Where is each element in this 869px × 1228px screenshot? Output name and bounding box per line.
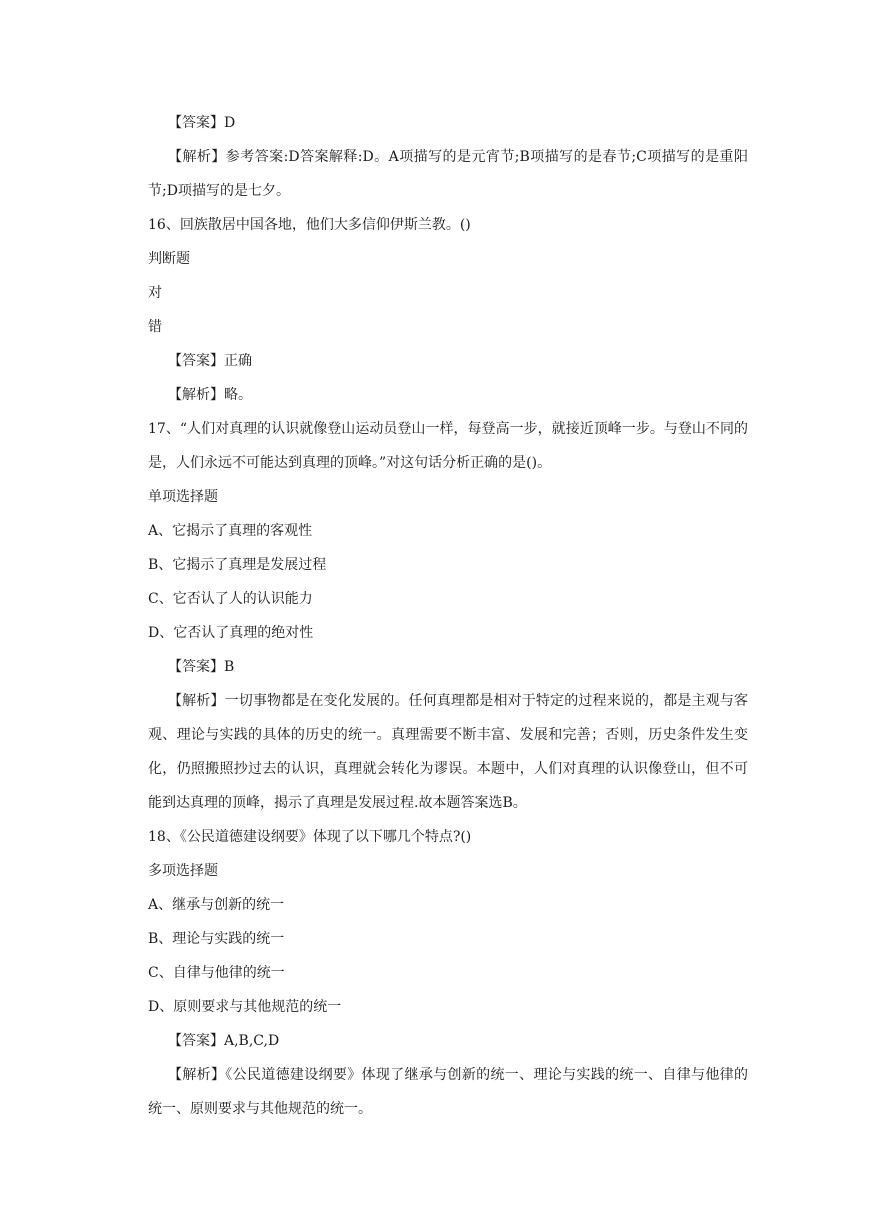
q16-option-b: 错 xyxy=(148,319,162,335)
q18-option-c: C、自律与他律的统一 xyxy=(148,965,285,981)
q18-option-a: A、继承与创新的统一 xyxy=(148,897,285,913)
q17-option-c: C、它否认了人的认识能力 xyxy=(148,591,313,607)
q16-answer: 【答案】正确 xyxy=(168,353,252,369)
q18-option-d: D、原则要求与其他规范的统一 xyxy=(148,999,342,1015)
q17-option-d: D、它否认了真理的绝对性 xyxy=(148,625,314,641)
q15-answer: 【答案】D xyxy=(168,115,236,131)
q16-question: 16、回族散居中国各地，他们大多信仰伊斯兰教。() xyxy=(148,217,471,233)
q16-option-a: 对 xyxy=(148,285,162,301)
q18-analysis: 【解析】《公民道德建设纲要》体现了继承与创新的统一、理论与实践的统一、自律与他律的统一、原则要求与其他规范的统一。 xyxy=(148,1067,748,1117)
q18-type: 多项选择题 xyxy=(148,863,218,879)
q16-type: 判断题 xyxy=(148,251,190,267)
q18-option-b: B、理论与实践的统一 xyxy=(148,931,285,947)
q17-option-b: B、它揭示了真理是发展过程 xyxy=(148,557,327,573)
q15-analysis: 【解析】参考答案:D答案解释:D。A项描写的是元宵节;B项描写的是春节;C项描写的是重阳节;D项描写的是七夕。 xyxy=(148,149,748,199)
q18-answer: 【答案】A,B,C,D xyxy=(168,1033,280,1049)
q17-type: 单项选择题 xyxy=(148,489,218,505)
q17-analysis: 【解析】一切事物都是在变化发展的。任何真理都是相对于特定的过程来说的，都是主观与客观、理论与实践的具体的历史的统一。真理需要不断丰富、发展和完善；否则，历史条件发生变化，仍照搬照抄过去的认识，真理就会转化为谬误。本题中，人们对真理的认识像登山，但不可能到达真理的顶峰，揭示了真理是发展过程.故本题答案选B。 xyxy=(148,693,748,811)
q17-option-a: A、它揭示了真理的客观性 xyxy=(148,523,313,539)
q17-question: 17、“人们对真理的认识就像登山运动员登山一样，每登高一步，就接近顶峰一步。与登山不同的是，人们永远不可能达到真理的顶峰。”对这句话分析正确的是()。 xyxy=(148,421,748,471)
document-content xyxy=(148,106,748,1126)
q18-question: 18、《公民道德建设纲要》体现了以下哪几个特点?() xyxy=(148,829,472,845)
q17-answer: 【答案】B xyxy=(168,659,235,675)
q16-analysis: 【解析】略。 xyxy=(168,387,252,403)
